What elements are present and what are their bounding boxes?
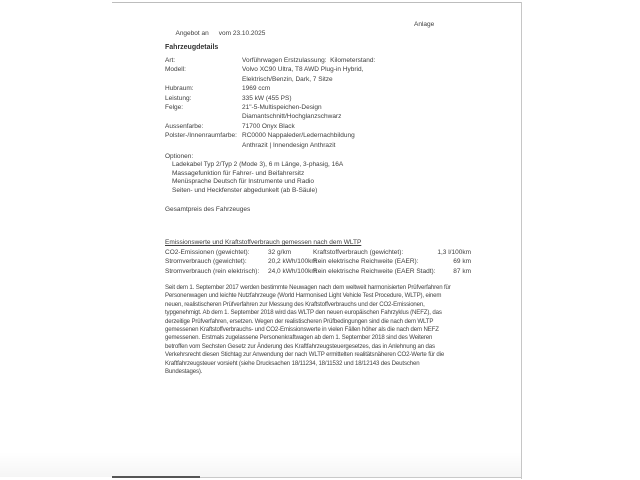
detail-value: Elektrisch/Benzin, Dark, 7 Sitze — [242, 75, 333, 83]
detail-value: RC0000 Nappaleder/Ledernachbildung — [242, 132, 355, 140]
emissions-value: 87 km — [453, 267, 471, 275]
emissions-label: CO2-Emissionen (gewichtet): — [165, 249, 250, 257]
detail-label: Aussenfarbe: — [165, 122, 204, 130]
emissions-value: 20,2 kWh/100km — [268, 258, 317, 266]
legal-text-line: Seit dem 1. September 2017 werden bestimmte Neuwagen nach dem weltweit harmonisierten Prüfverfahren für — [165, 283, 451, 291]
detail-value: Diamantschnitt/Hochglanzschwarz — [242, 113, 342, 121]
page-edge-bottom — [198, 477, 521, 478]
detail-label: Hubraum: — [165, 85, 194, 93]
emissions-label: Stromverbrauch (gewichtet): — [165, 258, 247, 266]
detail-row — [165, 112, 471, 121]
emissions-row — [165, 248, 471, 257]
detail-row — [165, 122, 471, 131]
detail-row — [165, 94, 471, 103]
page-edge-top — [112, 2, 521, 3]
detail-value: Vorführwagen Erstzulassung: Kilometerstand: — [242, 57, 376, 64]
detail-row — [165, 131, 471, 140]
emissions-label: Rein elektrische Reichweite (EAER): — [313, 258, 419, 266]
legal-text-line: gemessenen Kraftstoffverbrauchs- und CO2-Emissionswerte in vielen Fällen höher als die nach dem NEFZ — [165, 326, 439, 334]
legal-text-line: Personenwagen und leichte Nutzfahrzeuge (World Harmonised Light Vehicle Test Procedure, WLTP), einem — [165, 292, 442, 300]
wltp-legal-paragraph — [165, 284, 471, 377]
detail-value: 21"-5-Multispeichen-Design — [242, 103, 322, 111]
document-header — [165, 20, 471, 37]
vehicle-details-title: Fahrzeugdetails — [165, 44, 219, 51]
detail-label: Modell: — [165, 66, 186, 74]
emissions-value: 1,3 l/100km — [437, 249, 471, 257]
emissions-value: 32 g/km — [268, 249, 292, 257]
legal-text-line: Bundestages). — [165, 368, 203, 376]
option-item: Seiten- und Heckfenster abgedunkelt (ab B-Säule) — [172, 186, 318, 194]
page-edge-bottom-dark — [112, 476, 200, 478]
document-content — [165, 20, 471, 377]
detail-value: 335 kW (455 PS) — [242, 94, 292, 102]
legal-text-line: betroffen vom Sechsten Gesetz zur Änderung des Kraftfahrzeugsteuergesetzes, das in Anlehnung an das — [165, 342, 435, 350]
emissions-label: Kraftstoffverbrauch (gewichtet): — [313, 249, 404, 257]
detail-row — [165, 84, 471, 93]
option-item: Massagefunktion für Fahrer- und Beifahrersitz — [172, 169, 305, 177]
detail-value: Anthrazit | Innendesign Anthrazit — [242, 141, 336, 149]
attachment-label: Anlage — [414, 21, 435, 28]
detail-row — [165, 103, 471, 112]
detail-row — [165, 65, 471, 74]
emissions-row — [165, 267, 471, 276]
page-bottom-shadow — [0, 452, 521, 477]
legal-text-line: typgenehmigt. Ab dem 1. September 2018 wird das WLTP den neuen europäischen Fahrzyklus (NEFZ), das — [165, 309, 442, 317]
detail-value: 71700 Onyx Black — [242, 122, 295, 130]
vehicle-details-list — [165, 56, 471, 150]
emissions-label: Stromverbrauch (rein elektrisch): — [165, 267, 260, 275]
detail-value: Volvo XC90 Ultra, T8 AWD Plug-in Hybrid, — [242, 66, 364, 74]
emissions-table — [165, 248, 471, 276]
detail-row — [165, 75, 471, 84]
detail-label: Felge: — [165, 103, 184, 111]
detail-label: Polster-/Innenraumfarbe: — [165, 132, 237, 140]
page-edge-right — [521, 2, 522, 479]
emissions-section-title: Emissionswerte und Kraftstoffverbrauch gemessen nach dem WLTP — [165, 239, 362, 247]
detail-value: 1969 ccm — [242, 85, 271, 93]
detail-label: Leistung: — [165, 94, 192, 102]
offer-recipient-label: Angebot an — [175, 30, 209, 37]
detail-label: Art: — [165, 57, 176, 64]
total-price-label: Gesamtpreis des Fahrzeuges — [165, 206, 251, 214]
detail-row — [165, 141, 471, 150]
options-list — [165, 161, 471, 195]
emissions-row — [165, 257, 471, 266]
options-title: Optionen: — [165, 152, 194, 160]
legal-text-line: Verkehrsrecht diesen Stichtag zur Anwendung der nach WLTP ermittelten realitätsnäheren CO2-Werte für die — [165, 351, 445, 359]
emissions-value: 69 km — [453, 258, 471, 266]
legal-text-line: gemessenen. Erstmals zugelassene Personenkraftwagen ab dem 1. September 2018 sind des Weiteren — [165, 334, 433, 342]
legal-text-line: derzeitige Prüfverfahren, ersetzen. Wegen der realistischeren Prüfbedingungen sind die nach dem WLTP — [165, 317, 434, 325]
emissions-value: 24,0 kWh/100km — [268, 267, 317, 275]
option-item: Menüsprache Deutsch für Instrumente und Radio — [172, 178, 314, 186]
legal-text-line: Kraftfahrzeugsteuer vorsieht (siehe Drucksachen 18/11234, 18/11532 und 18/12143 des Deutschen — [165, 359, 420, 367]
emissions-label: Rein elektrische Reichweite (EAER Stadt): — [313, 267, 436, 275]
option-item: Ladekabel Typ 2/Typ 2 (Mode 3), 6 m Länge, 3-phasig, 16A — [172, 160, 344, 168]
legal-text-line: neuen, realistischeren Prüfverfahren zur Messung des Kraftstoffverbrauchs und der CO2-Emissionen, — [165, 300, 425, 308]
detail-row — [165, 56, 471, 65]
offer-date: vom 23.10.2025 — [218, 30, 266, 37]
